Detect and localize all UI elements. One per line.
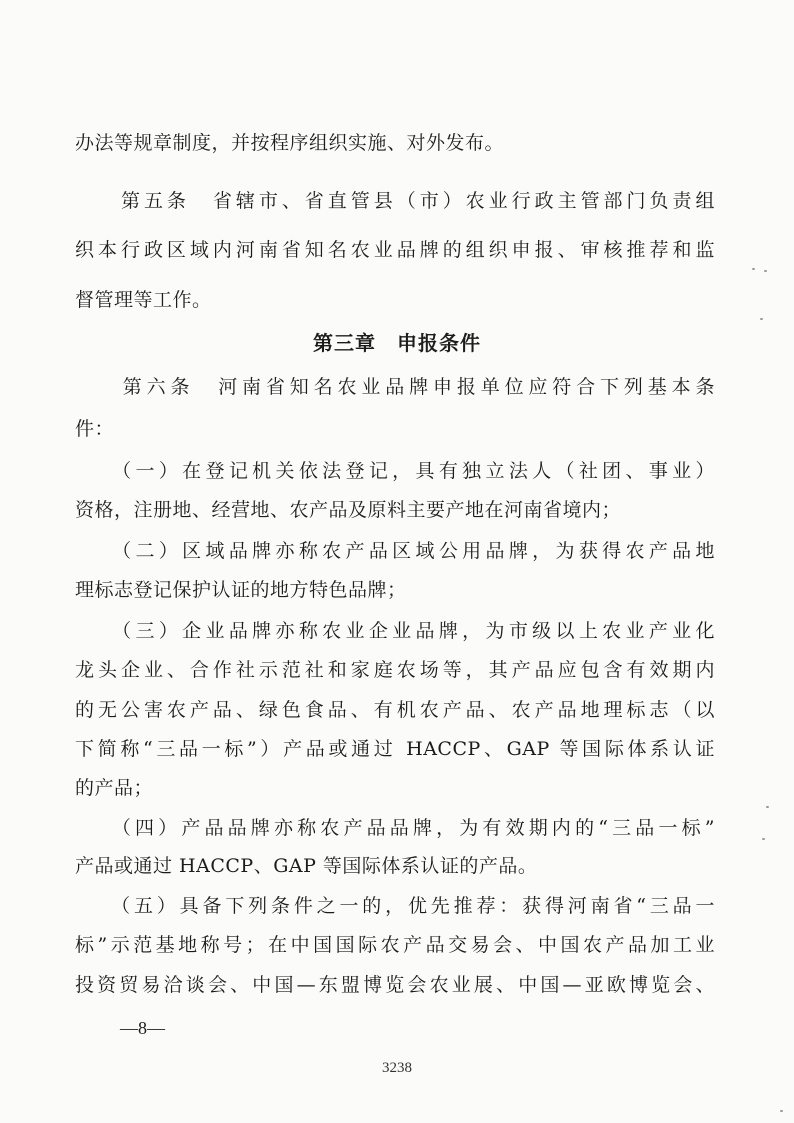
paragraph-line-item5-l3: 投资贸易洽谈会、中国—东盟博览会农业展、中国—亚欧博览会、 xyxy=(75,974,715,996)
paragraph-line-item1-l1: （一）在登记机关依法登记，具有独立法人（社团、事业） xyxy=(75,460,715,482)
paragraph-line-item3-l5: 的产品； xyxy=(75,777,154,799)
paragraph-line-item5-l2: 标”示范基地称号；在中国国际农产品交易会、中国农产品加工业 xyxy=(75,934,715,956)
paragraph-line-art6-l2: 件： xyxy=(75,418,115,440)
scan-speck xyxy=(762,838,765,840)
paragraph-line-art5-l1: 第五条 省辖市、省直管县（市）农业行政主管部门负责组 xyxy=(75,190,715,212)
scan-speck xyxy=(760,318,763,320)
paragraph-line-item3-l1: （三）企业品牌亦称农业企业品牌，为市级以上农业产业化 xyxy=(75,620,715,642)
paragraph-line-item2-l2: 理标志登记保护认证的地方特色品牌； xyxy=(75,579,407,601)
scan-speck xyxy=(752,268,755,270)
paragraph-line-item3-l4: 下简称“三品一标”）产品或通过 HACCP、GAP 等国际体系认证 xyxy=(75,738,715,760)
paragraph-line-item2-l1: （二）区域品牌亦称农产品区域公用品牌，为获得农产品地 xyxy=(75,540,715,562)
chapter-heading: 第三章 申报条件 xyxy=(313,331,481,355)
paragraph-line-item4-l1: （四）产品品牌亦称农产品品牌，为有效期内的“三品一标” xyxy=(75,817,715,839)
paragraph-line-art4-l3: 办法等规章制度，并按程序组织实施、对外发布。 xyxy=(75,132,505,154)
page-number: —8— xyxy=(120,1018,165,1038)
paragraph-line-art6-l1: 第六条 河南省知名农业品牌申报单位应符合下列基本条 xyxy=(75,376,715,398)
paragraph-line-art5-l2: 织本行政区域内河南省知名农业品牌的组织申报、审核推荐和监 xyxy=(75,239,715,261)
scan-speck xyxy=(766,806,769,808)
paragraph-line-art5-l3: 督管理等工作。 xyxy=(75,289,212,311)
stamp-number: 3238 xyxy=(382,1060,412,1076)
paragraph-line-item3-l3: 的无公害农产品、绿色食品、有机农产品、农产品地理标志（以 xyxy=(75,699,715,721)
paragraph-line-item3-l2: 龙头企业、合作社示范社和家庭农场等，其产品应包含有效期内 xyxy=(75,659,715,681)
scan-speck xyxy=(764,270,767,272)
paragraph-line-item1-l2: 资格，注册地、经营地、农产品及原料主要产地在河南省境内； xyxy=(75,499,622,521)
paragraph-line-item5-l1: （五）具备下列条件之一的，优先推荐：获得河南省“三品一 xyxy=(75,895,715,917)
scan-speck xyxy=(780,1110,783,1112)
paragraph-line-item4-l2: 产品或通过 HACCP、GAP 等国际体系认证的产品。 xyxy=(75,855,538,877)
